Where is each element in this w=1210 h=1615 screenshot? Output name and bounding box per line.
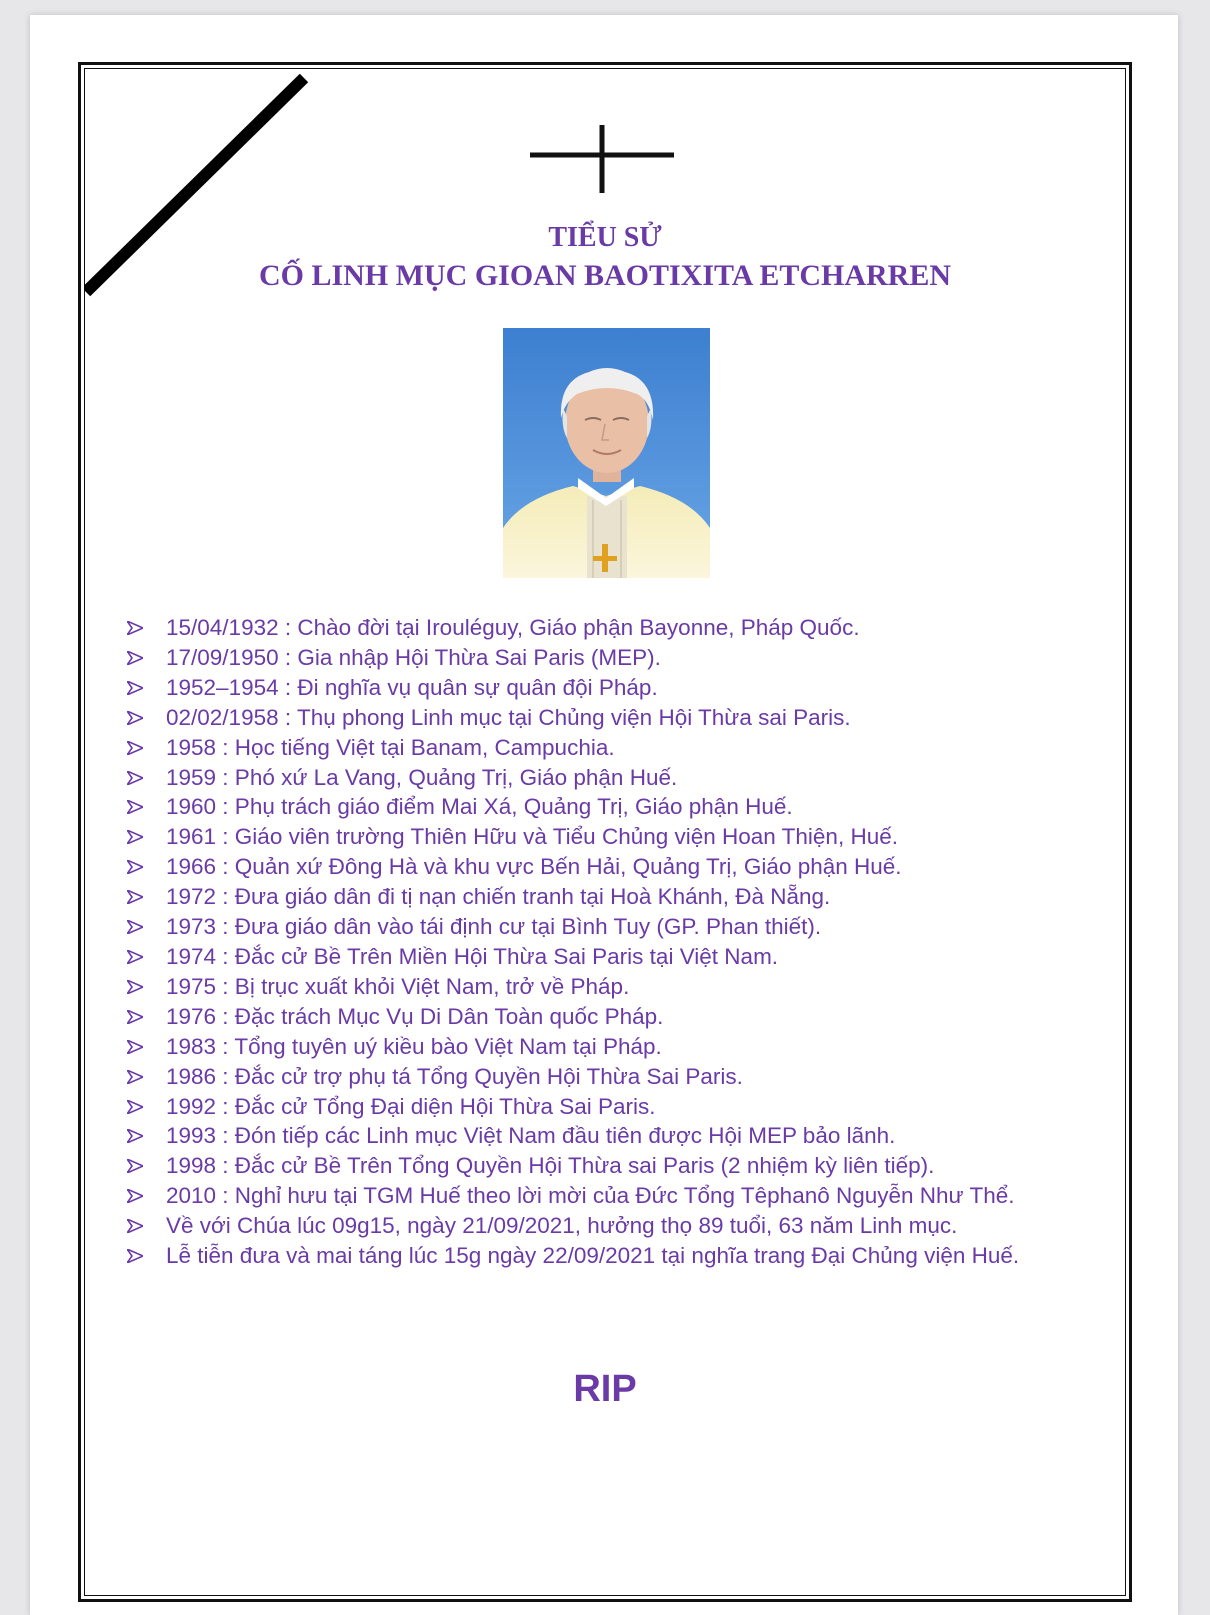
arrow-bullet-icon [127,771,143,785]
list-item [124,1121,1084,1151]
arrow-bullet-icon [127,1189,143,1203]
biography-list [124,613,1084,1271]
list-item-text: Lễ tiễn đưa và mai táng lúc 15g ngày 22/09/2021 tại nghĩa trang Đại Chủng viện Huế. [166,1243,1020,1269]
list-item-text: 1966 : Quản xứ Đông Hà và khu vực Bến Hải, Quảng Trị, Giáo phận Huế. [166,854,902,880]
arrow-bullet-icon [127,1100,143,1114]
arrow-bullet-icon [127,950,143,964]
list-item [124,763,1084,793]
list-item-text: 1958 : Học tiếng Việt tại Banam, Campuchia. [166,734,615,760]
list-item [124,942,1084,972]
list-item-text: 1983 : Tổng tuyên uý kiều bào Việt Nam tại Pháp. [166,1033,662,1059]
page-subtitle: CỐ LINH MỤC GIOAN BAOTIXITA ETCHARREN [258,259,952,292]
list-item-text: 15/04/1932 : Chào đời tại Irouléguy, Giáo phận Bayonne, Pháp Quốc. [166,615,860,640]
list-item-text: 1986 : Đắc cử trợ phụ tá Tổng Quyền Hội Thừa Sai Paris. [166,1063,743,1089]
list-item-text: 1961 : Giáo viên trường Thiên Hữu và Tiểu Chủng viện Hoan Thiện, Huế. [166,824,898,850]
list-item [124,1211,1084,1241]
arrow-bullet-icon [127,860,143,874]
list-item [124,613,1084,643]
page-title: TIỂU SỬ [548,222,662,253]
list-item [124,972,1084,1002]
list-item [124,792,1084,822]
list-item-text: 1973 : Đưa giáo dân vào tái định cư tại Bình Tuy (GP. Phan thiết). [166,914,822,940]
arrow-bullet-icon [127,1010,143,1024]
portrait-photo [503,328,710,578]
arrow-bullet-icon [127,621,143,635]
arrow-bullet-icon [127,890,143,904]
arrow-bullet-icon [127,1129,143,1143]
list-item-text: 1960 : Phụ trách giáo điểm Mai Xá, Quảng Trị, Giáo phận Huế. [166,794,793,820]
arrow-bullet-icon [127,651,143,665]
arrow-bullet-icon [127,830,143,844]
list-item [124,1002,1084,1032]
list-item [124,1032,1084,1062]
latin-cross-icon [530,125,674,193]
arrow-bullet-icon [127,1249,143,1263]
list-item-text: 1992 : Đắc cử Tổng Đại diện Hội Thừa Sai Paris. [166,1093,656,1119]
list-item-text: Về với Chúa lúc 09g15, ngày 21/09/2021, hưởng thọ 89 tuổi, 63 năm Linh mục. [166,1213,958,1239]
list-item-text: 1993 : Đón tiếp các Linh mục Việt Nam đầu tiên được Hội MEP bảo lãnh. [166,1123,896,1149]
list-item-text: 1952–1954 : Đi nghĩa vụ quân sự quân đội Pháp. [166,674,658,700]
arrow-bullet-icon [127,681,143,695]
arrow-bullet-icon [127,711,143,725]
list-item [124,912,1084,942]
list-item-text: 1974 : Đắc cử Bề Trên Miền Hội Thừa Sai Paris tại Việt Nam. [166,943,779,969]
list-item [124,1151,1084,1181]
arrow-bullet-icon [127,1070,143,1084]
list-item [124,1181,1084,1211]
list-item-text: 17/09/1950 : Gia nhập Hội Thừa Sai Paris (MEP). [166,644,661,670]
list-item-text: 1959 : Phó xứ La Vang, Quảng Trị, Giáo phận Huế. [166,764,678,790]
list-item [124,1241,1084,1271]
list-item-text: 1976 : Đặc trách Mục Vụ Di Dân Toàn quốc Pháp. [166,1003,664,1029]
arrow-bullet-icon [127,1219,143,1233]
list-item [124,733,1084,763]
list-item-text: 02/02/1958 : Thụ phong Linh mục tại Chủng viện Hội Thừa sai Paris. [166,704,851,730]
list-item-text: 2010 : Nghỉ hưu tại TGM Huế theo lời mời của Đức Tổng Têphanô Nguyễn Như Thể. [166,1183,1015,1209]
list-item [124,673,1084,703]
list-item [124,1062,1084,1092]
list-item [124,822,1084,852]
list-item [124,852,1084,882]
arrow-bullet-icon [127,741,143,755]
list-item-text: 1972 : Đưa giáo dân đi tị nạn chiến tranh tại Hoà Khánh, Đà Nẵng. [166,884,831,910]
list-item-text: 1975 : Bị trục xuất khỏi Việt Nam, trở về Pháp. [166,973,630,999]
arrow-bullet-icon [127,980,143,994]
list-item [124,882,1084,912]
arrow-bullet-icon [127,800,143,814]
rip-label: RIP [573,1368,637,1410]
list-item [124,1092,1084,1122]
arrow-bullet-icon [127,1159,143,1173]
arrow-bullet-icon [127,920,143,934]
list-item-text: 1998 : Đắc cử Bề Trên Tổng Quyền Hội Thừa sai Paris (2 nhiệm kỳ liên tiếp). [166,1153,935,1179]
list-item [124,703,1084,733]
arrow-bullet-icon [127,1040,143,1054]
list-item [124,643,1084,673]
